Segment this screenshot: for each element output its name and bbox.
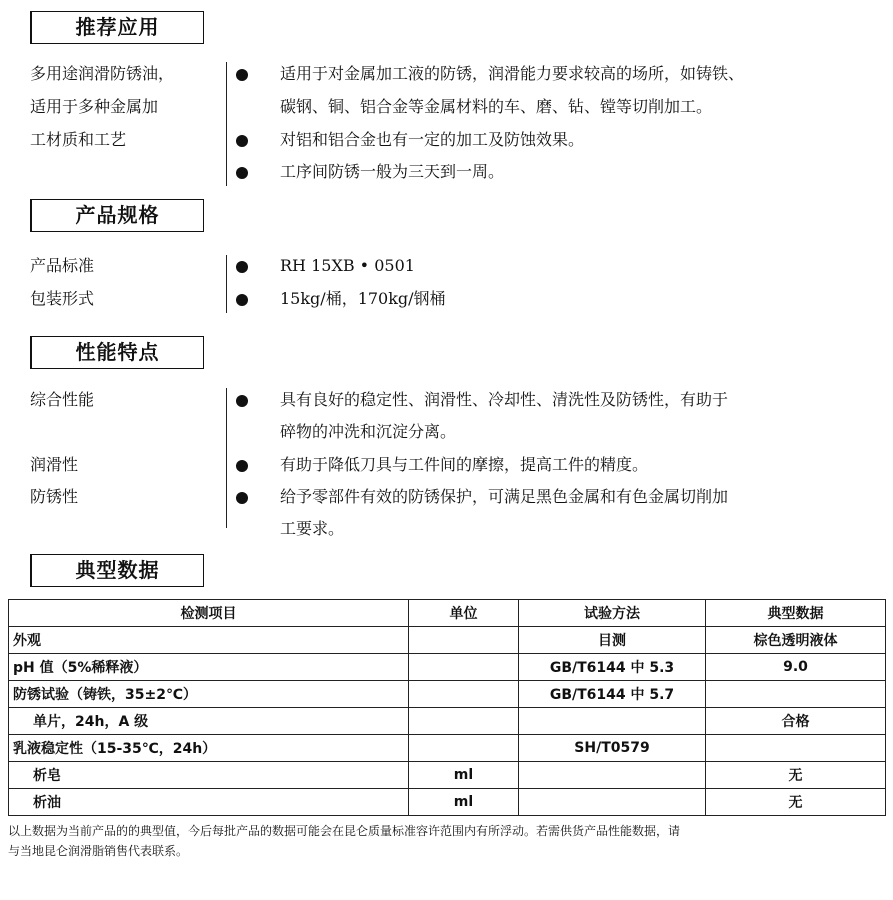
section-title-typical: 典型数据 xyxy=(30,554,204,587)
application-bullet-3: 工序间防锈一般为三天到一周。 xyxy=(280,162,505,181)
cell-method: GB/T6144 中 5.3 xyxy=(519,654,706,681)
application-label-line-1: 多用途润滑防锈油， xyxy=(30,64,175,83)
cell-unit: ml xyxy=(409,762,519,789)
cell-value: 棕色透明液体 xyxy=(706,627,886,654)
cell-method xyxy=(519,789,706,816)
features-divider xyxy=(226,388,227,528)
cell-item: 乳液稳定性（15-35℃，24h） xyxy=(9,735,409,762)
features-label-overall: 综合性能 xyxy=(30,390,95,409)
features-label-lubricity: 润滑性 xyxy=(30,455,79,474)
spec-label-packaging: 包装形式 xyxy=(30,289,95,308)
header-unit: 单位 xyxy=(409,600,519,627)
application-label-line-3: 工材质和工艺 xyxy=(30,130,127,149)
table-row xyxy=(9,681,886,708)
cell-item: 析油 xyxy=(9,789,409,816)
footnote-line-2: 与当地昆仑润滑脂销售代表联系。 xyxy=(8,844,189,858)
cell-method: 目测 xyxy=(519,627,706,654)
cell-item: pH 值（5%稀释液） xyxy=(9,654,409,681)
cell-method: GB/T6144 中 5.7 xyxy=(519,681,706,708)
table-header-row xyxy=(9,600,886,627)
spec-label-standard: 产品标准 xyxy=(30,256,95,275)
section-title-features: 性能特点 xyxy=(30,336,204,369)
table-row xyxy=(9,762,886,789)
bullet-icon xyxy=(236,69,248,81)
features-label-antirust: 防锈性 xyxy=(30,487,79,506)
table-row xyxy=(9,654,886,681)
cell-item: 防锈试验（铸铁，35±2℃） xyxy=(9,681,409,708)
section-title-application: 推荐应用 xyxy=(30,11,204,44)
table-row xyxy=(9,789,886,816)
cell-unit xyxy=(409,735,519,762)
cell-unit: ml xyxy=(409,789,519,816)
footnote xyxy=(8,821,885,861)
table-row xyxy=(9,708,886,735)
application-bullet-2: 对铝和铝合金也有一定的加工及防蚀效果。 xyxy=(280,130,585,149)
bullet-icon xyxy=(236,135,248,147)
bullet-icon xyxy=(236,294,248,306)
cell-unit xyxy=(409,708,519,735)
bullet-icon xyxy=(236,460,248,472)
cell-value xyxy=(706,735,886,762)
spec-value-packaging: 15kg/桶，170kg/钢桶 xyxy=(280,289,446,308)
header-typical-value: 典型数据 xyxy=(706,600,886,627)
bullet-icon xyxy=(236,395,248,407)
cell-item: 析皂 xyxy=(9,762,409,789)
application-divider xyxy=(226,62,227,186)
cell-value: 无 xyxy=(706,762,886,789)
cell-method xyxy=(519,762,706,789)
section-title-spec: 产品规格 xyxy=(30,199,204,232)
cell-value: 无 xyxy=(706,789,886,816)
bullet-icon xyxy=(236,167,248,179)
cell-value: 合格 xyxy=(706,708,886,735)
cell-value xyxy=(706,681,886,708)
bullet-icon xyxy=(236,492,248,504)
cell-unit xyxy=(409,654,519,681)
table-row xyxy=(9,627,886,654)
features-antirust-line-1: 给予零部件有效的防锈保护，可满足黑色金属和有色金属切削加 xyxy=(280,487,729,506)
typical-data-table xyxy=(8,599,886,816)
cell-unit xyxy=(409,627,519,654)
footnote-line-1: 以上数据为当前产品的的典型值，今后每批产品的数据可能会在昆仑质量标准容许范围内有所浮动。若需供货产品性能数据，请 xyxy=(8,824,681,838)
spec-value-standard: RH 15XB • 0501 xyxy=(280,256,415,275)
features-overall-line-2: 碎物的冲洗和沉淀分离。 xyxy=(280,422,457,441)
cell-method: SH/T0579 xyxy=(519,735,706,762)
spec-divider xyxy=(226,255,227,313)
application-label-line-2: 适用于多种金属加 xyxy=(30,97,159,116)
cell-unit xyxy=(409,681,519,708)
features-overall-line-1: 具有良好的稳定性、润滑性、冷却性、清洗性及防锈性，有助于 xyxy=(280,390,729,409)
cell-item: 外观 xyxy=(9,627,409,654)
features-antirust-line-2: 工要求。 xyxy=(280,519,345,538)
bullet-icon xyxy=(236,261,248,273)
header-test-method: 试验方法 xyxy=(519,600,706,627)
table-row xyxy=(9,735,886,762)
features-lubricity-text: 有助于降低刀具与工件间的摩擦，提高工件的精度。 xyxy=(280,455,649,474)
cell-value: 9.0 xyxy=(706,654,886,681)
cell-method xyxy=(519,708,706,735)
cell-item: 单片，24h，A 级 xyxy=(9,708,409,735)
header-test-item: 检测项目 xyxy=(9,600,409,627)
application-bullet-1-line-2: 碳钢、铜、铝合金等金属材料的车、磨、钻、镗等切削加工。 xyxy=(280,97,713,116)
application-bullet-1-line-1: 适用于对金属加工液的防锈，润滑能力要求较高的场所，如铸铁、 xyxy=(280,64,745,83)
